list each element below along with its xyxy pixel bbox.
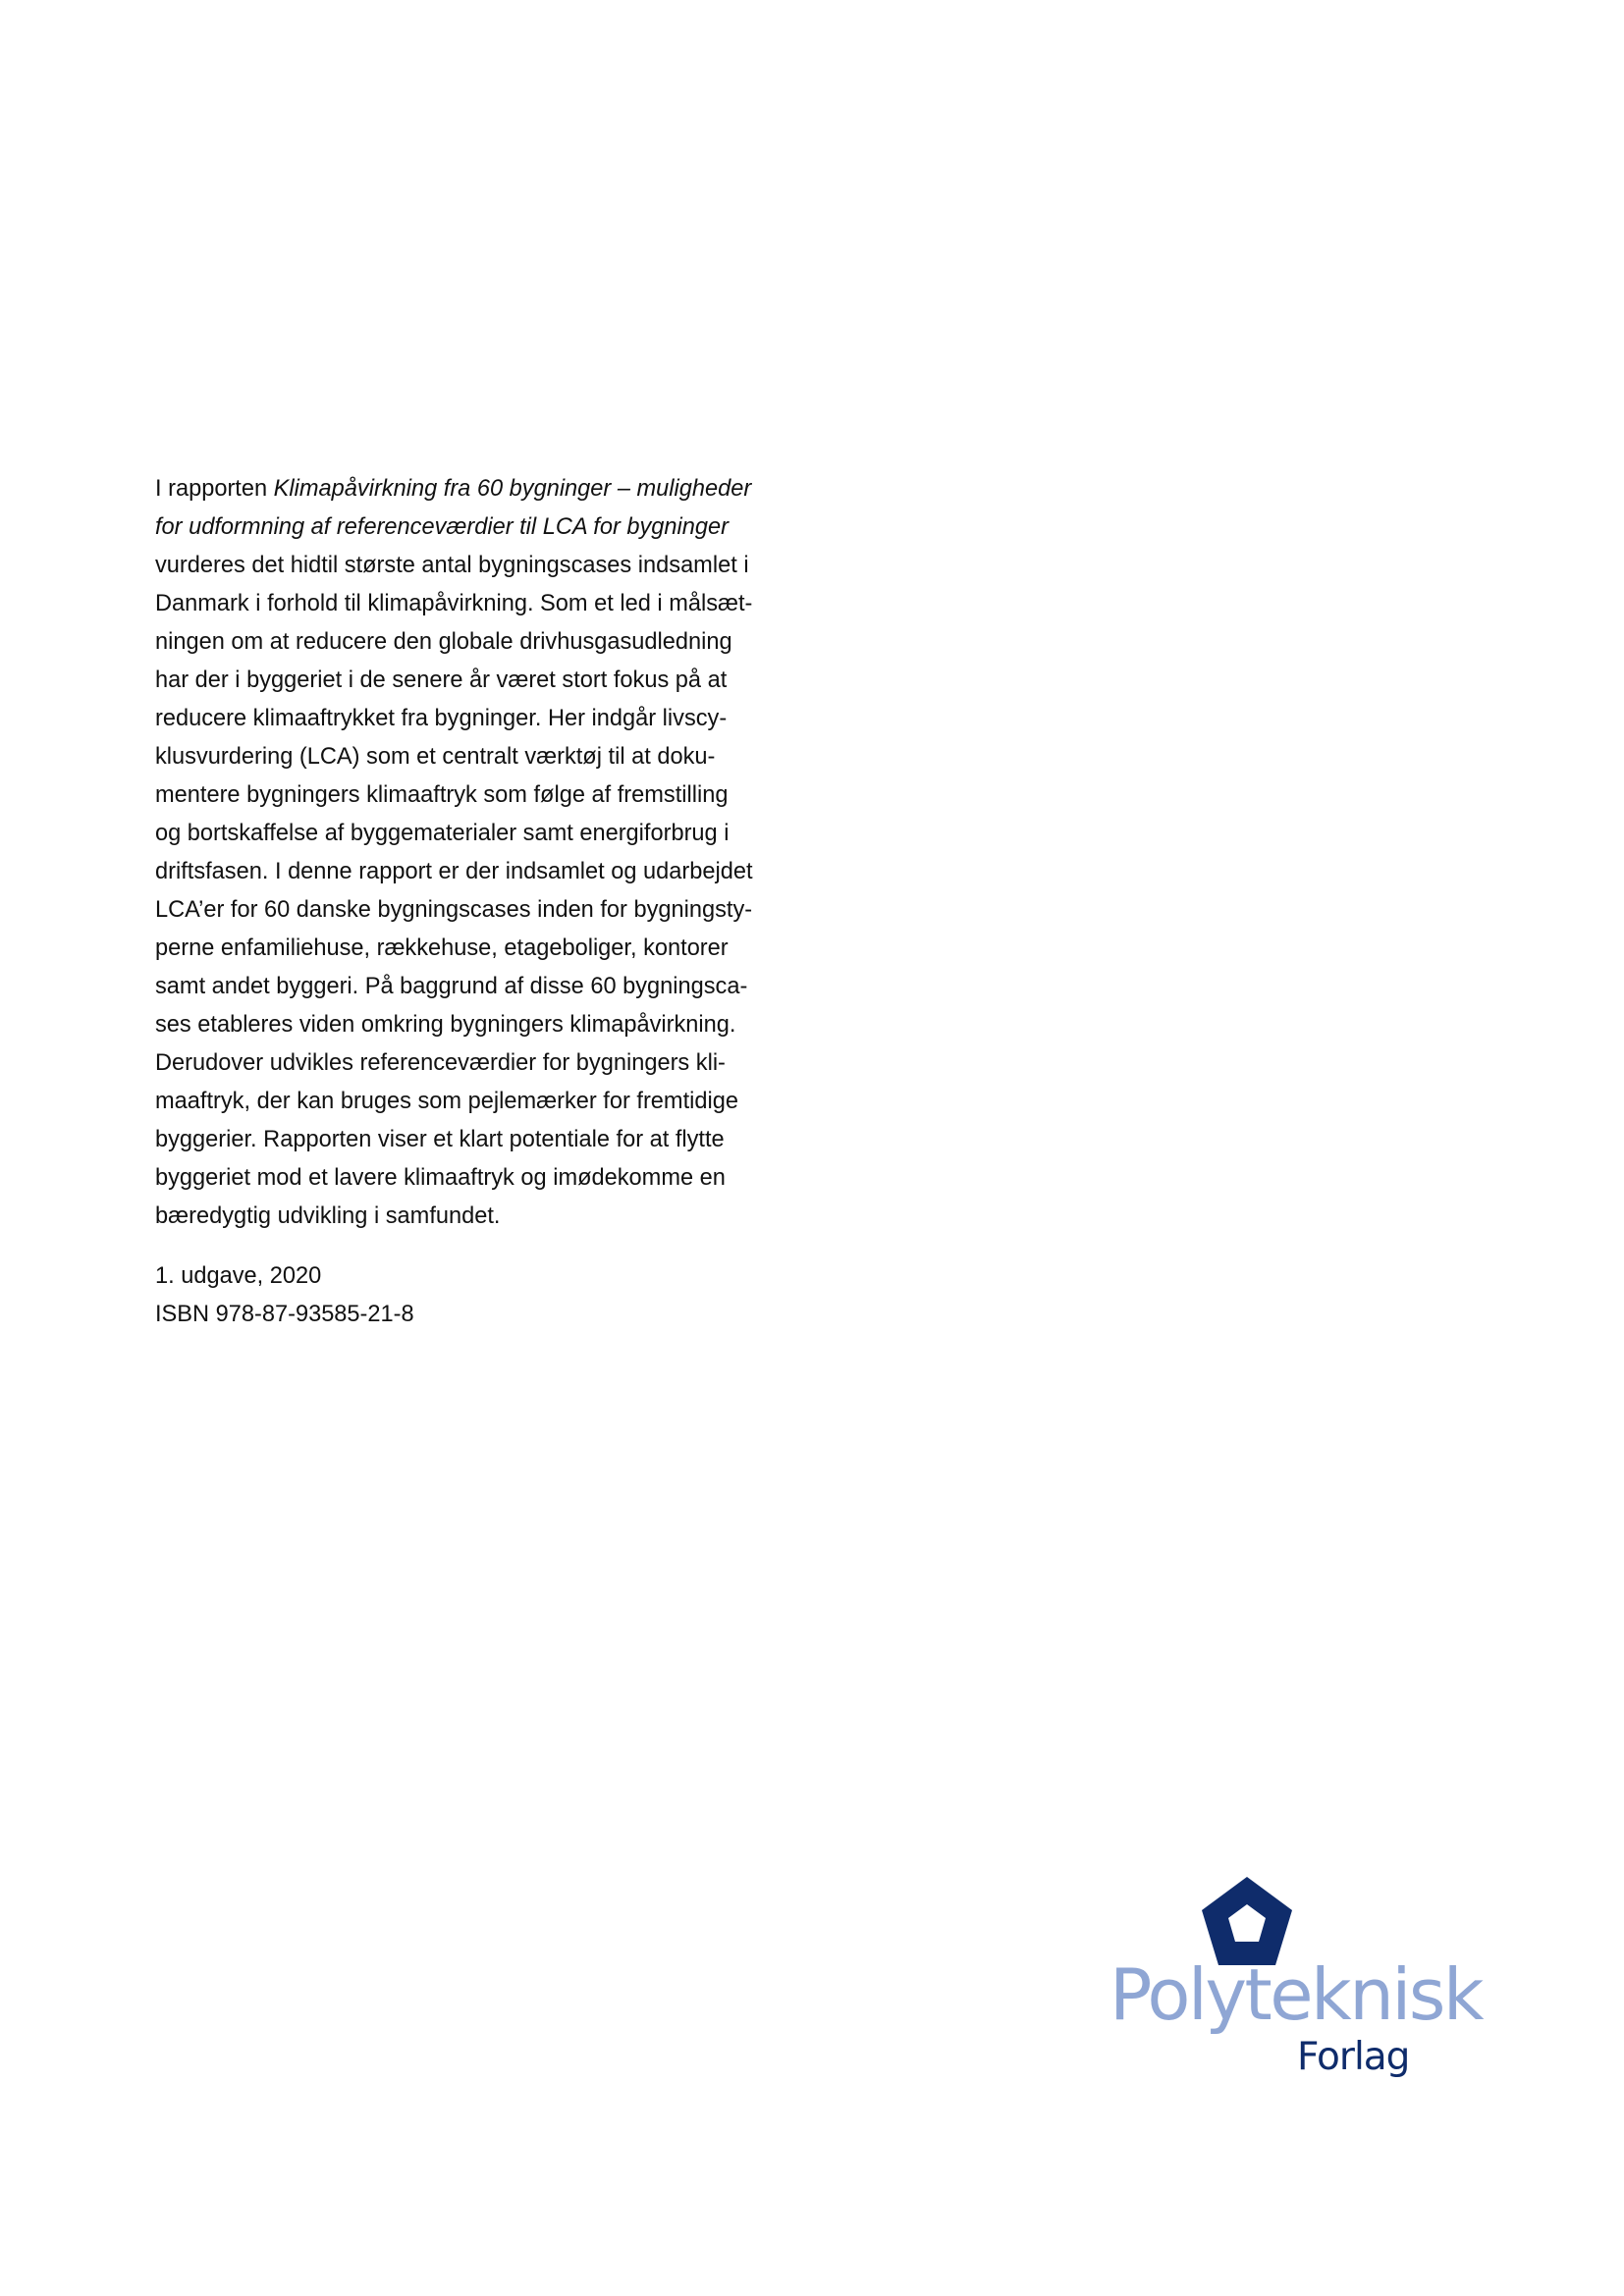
blurb-line: byggerier. Rapporten viser et klart potentiale for at flytte	[155, 1127, 725, 1152]
blurb-line	[155, 470, 803, 508]
blurb-line	[155, 508, 803, 547]
publisher-name: Polyteknisk	[1110, 1953, 1483, 2036]
blurb-line: vurderes det hidtil største antal bygningscases indsamlet i	[155, 553, 749, 578]
blurb-line: klusvurdering (LCA) som et centralt værktøj til at doku-	[155, 744, 716, 770]
blurb-line: Danmark i forhold til klimapåvirkning. Som et led i målsæt-	[155, 591, 753, 616]
blurb-line: maaftryk, der kan bruges som pejlemærker for fremtidige	[155, 1089, 738, 1114]
publisher-subtitle: Forlag	[1297, 2035, 1410, 2079]
blurb-line: LCA’er for 60 danske bygningscases inden for bygningsty-	[155, 897, 753, 923]
blurb-line: driftsfasen. I denne rapport er der indsamlet og udarbejdet	[155, 859, 753, 884]
blurb-line: reducere klimaaftrykket fra bygninger. Her indgår livscy-	[155, 706, 728, 731]
blurb-line: mentere bygningers klimaaftryk som følge af fremstilling	[155, 782, 729, 808]
blurb-line: ningen om at reducere den globale drivhusgasudledning	[155, 629, 732, 655]
blurb-line: bæredygtig udvikling i samfundet.	[155, 1203, 501, 1229]
blurb-line: byggeriet mod et lavere klimaaftryk og imødekomme en	[155, 1165, 726, 1191]
publisher-logo	[1110, 1875, 1502, 2101]
edition-info	[155, 1257, 414, 1334]
blurb-line: ses etableres viden omkring bygningers klimapåvirkning.	[155, 1012, 736, 1038]
blurb-line: har der i byggeriet i de senere år været stort fokus på at	[155, 667, 728, 693]
edition-label: 1. udgave, 2020	[155, 1263, 322, 1289]
blurb-line: Derudover udvikles referenceværdier for bygningers kli-	[155, 1050, 726, 1076]
isbn-number: ISBN 978-87-93585-21-8	[155, 1302, 414, 1327]
report-title-part-1: Klimapåvirkning fra 60 bygninger – muligheder	[273, 476, 752, 502]
blurb-line: perne enfamiliehuse, rækkehuse, etageboliger, kontorer	[155, 935, 729, 961]
blurb-line: og bortskaffelse af byggematerialer samt energiforbrug i	[155, 821, 730, 846]
report-title-part-2: for udformning af referenceværdier til LCA for bygninger	[155, 514, 730, 540]
blurb-intro-text: I rapporten	[155, 476, 274, 502]
blurb-line: samt andet byggeri. På baggrund af disse 60 bygningsca-	[155, 974, 748, 999]
cover-blurb	[155, 470, 803, 1236]
